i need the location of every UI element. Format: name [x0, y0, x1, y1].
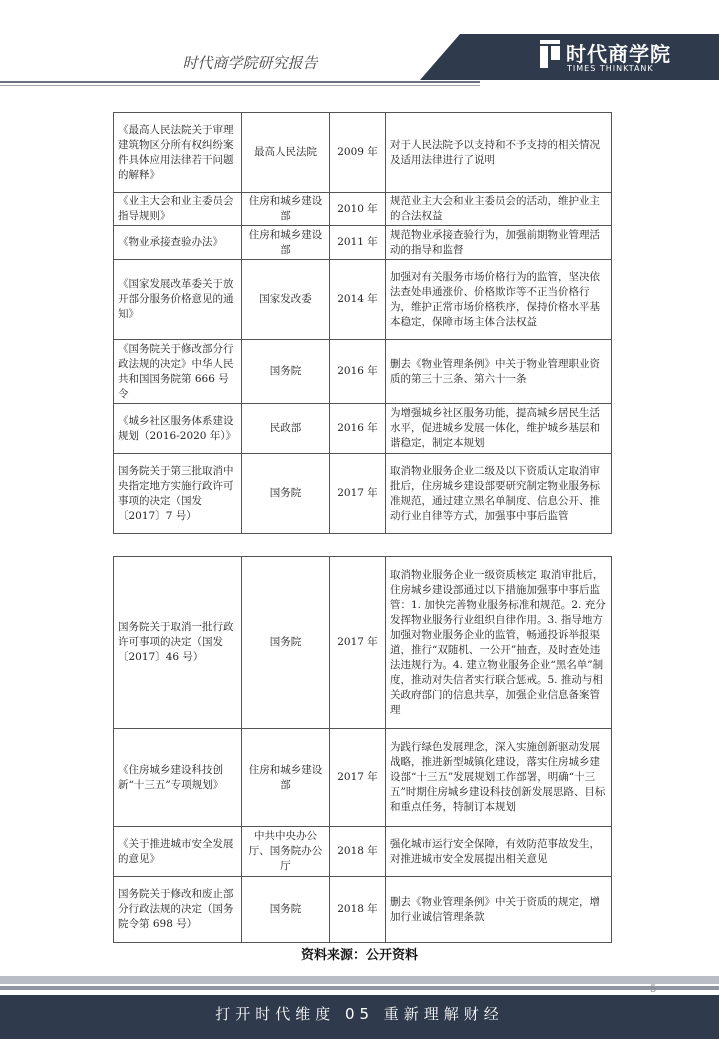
logo-subtitle: TIMES THINKTANK — [567, 64, 654, 73]
regulation-content: 规范业主大会和业主委员会的活动，维护业主的合法权益 — [386, 193, 612, 226]
year: 2014 年 — [330, 260, 386, 340]
regulation-content: 对于人民法院予以支持和不予支持的相关情况及适用法律进行了说明 — [386, 113, 612, 193]
regulation-content: 加强对有关服务市场价格行为的监管，坚决依法查处串通涨价、价格欺诈等不正当价格行为，维护正常市场价格秩序，保持价格水平基本稳定，保障市场主体合法权益 — [386, 260, 612, 340]
report-title: 时代商学院研究报告 — [182, 54, 318, 72]
year: 2017 年 — [330, 454, 386, 534]
table-row — [114, 557, 612, 729]
regulation-name: 《住房城乡建设科技创新“十三五”专项规划》 — [114, 729, 242, 827]
year: 2018 年 — [330, 827, 386, 877]
issuer: 住房和城乡建设部 — [242, 226, 330, 260]
logo-name: 时代商学院 — [566, 42, 671, 66]
table-page-break — [114, 534, 612, 557]
issuer: 国务院 — [242, 454, 330, 534]
table-row — [114, 454, 612, 534]
year: 2011 年 — [330, 226, 386, 260]
year: 2010 年 — [330, 193, 386, 226]
regulation-name: 国务院关于取消一批行政许可事项的决定（国发〔2017〕46 号） — [114, 557, 242, 729]
table-row — [114, 226, 612, 260]
regulation-content: 为增强城乡社区服务功能，提高城乡居民生活水平，促进城乡发展一体化，维护城乡基层和谐稳定，制定本规划 — [386, 404, 612, 454]
year: 2009 年 — [330, 113, 386, 193]
issuer: 住房和城乡建设部 — [242, 729, 330, 827]
year: 2017 年 — [330, 729, 386, 827]
table-row — [114, 827, 612, 877]
issuer: 民政部 — [242, 404, 330, 454]
regulation-content: 取消物业服务企业二级及以下资质认定取消审批后，住房城乡建设部要研究制定物业服务标准规范，通过建立黑名单制度、信息公开、推动行业自律等方式，加强事中事后监管 — [386, 454, 612, 534]
regulation-name: 《业主大会和业主委员会指导规则》 — [114, 193, 242, 226]
footer-stripe-dark — [0, 986, 719, 990]
year: 2016 年 — [330, 340, 386, 404]
issuer: 住房和城乡建设部 — [242, 193, 330, 226]
regulation-content: 强化城市运行安全保障，有效防范事故发生，对推进城市安全发展提出相关意见 — [386, 827, 612, 877]
footer-slogan: 打开时代维度 05 重新理解财经 — [215, 1005, 504, 1023]
issuer: 国家发改委 — [242, 260, 330, 340]
regulation-table — [113, 112, 612, 943]
table-row — [114, 877, 612, 943]
year: 2017 年 — [330, 557, 386, 729]
regulation-content: 取消物业服务企业一级资质核定 取消审批后，住房城乡建设部通过以下措施加强事中事后监管：1. 加快完善物业服务标准和规范。2. 充分发挥物业服务行业组织自律作用。3. 指导地方加强对物业服务企业的监管，畅通投诉举报渠道，推行“双随机、一公开”抽查，及时查处违法违规行为。4. 建立物业服务企业“黑名单”制度，推动对失信者实行联合惩戒。5. 推动与相关政府部门的信息共享，加强企业信息备案管理 — [386, 557, 612, 729]
year: 2018 年 — [330, 877, 386, 943]
source-note: 资料来源：公开资料 — [300, 948, 418, 963]
table-row — [114, 340, 612, 404]
regulation-name: 《关于推进城市安全发展的意见》 — [114, 827, 242, 877]
issuer: 国务院 — [242, 340, 330, 404]
regulation-name: 国务院关于第三批取消中央指定地方实施行政许可事项的决定（国发〔2017〕7 号） — [114, 454, 242, 534]
issuer: 国务院 — [242, 557, 330, 729]
page-number: 5 — [650, 984, 657, 995]
footer-stripe — [0, 976, 719, 984]
regulation-content: 规范物业承接查验行为，加强前期物业管理活动的指导和监督 — [386, 226, 612, 260]
table-row — [114, 404, 612, 454]
regulation-content: 删去《物业管理条例》中关于物业管理职业资质的第三十三条、第六十一条 — [386, 340, 612, 404]
regulation-name: 《最高人民法院关于审理建筑物区分所有权纠纷案件具体应用法律若干问题的解释》 — [114, 113, 242, 193]
issuer: 最高人民法院 — [242, 113, 330, 193]
regulation-name: 《城乡社区服务体系建设规划（2016-2020 年）》 — [114, 404, 242, 454]
regulation-name: 《国家发展改革委关于放开部分服务价格意见的通知》 — [114, 260, 242, 340]
regulation-name: 《物业承接查验办法》 — [114, 226, 242, 260]
table-row — [114, 113, 612, 193]
regulation-content: 为践行绿色发展理念，深入实施创新驱动发展战略，推进新型城镇化建设，落实住房城乡建设部“十三五”发展规划工作部署，明确“十三五”时期住房城乡建设科技创新发展思路、目标和重点任务，特制订本规划 — [386, 729, 612, 827]
regulation-name: 《国务院关于修改部分行政法规的决定》中华人民共和国国务院第 666 号令 — [114, 340, 242, 404]
table-row — [114, 193, 612, 226]
regulation-content: 删去《物业管理条例》中关于资质的规定，增加行业诚信管理条款 — [386, 877, 612, 943]
table-row — [114, 260, 612, 340]
table-row — [114, 729, 612, 827]
regulation-name: 国务院关于修改和废止部分行政法规的决定（国务院令第 698 号） — [114, 877, 242, 943]
issuer: 中共中央办公厅、国务院办公厅 — [242, 827, 330, 877]
logo-icon — [540, 40, 560, 68]
year: 2016 年 — [330, 404, 386, 454]
issuer: 国务院 — [242, 877, 330, 943]
